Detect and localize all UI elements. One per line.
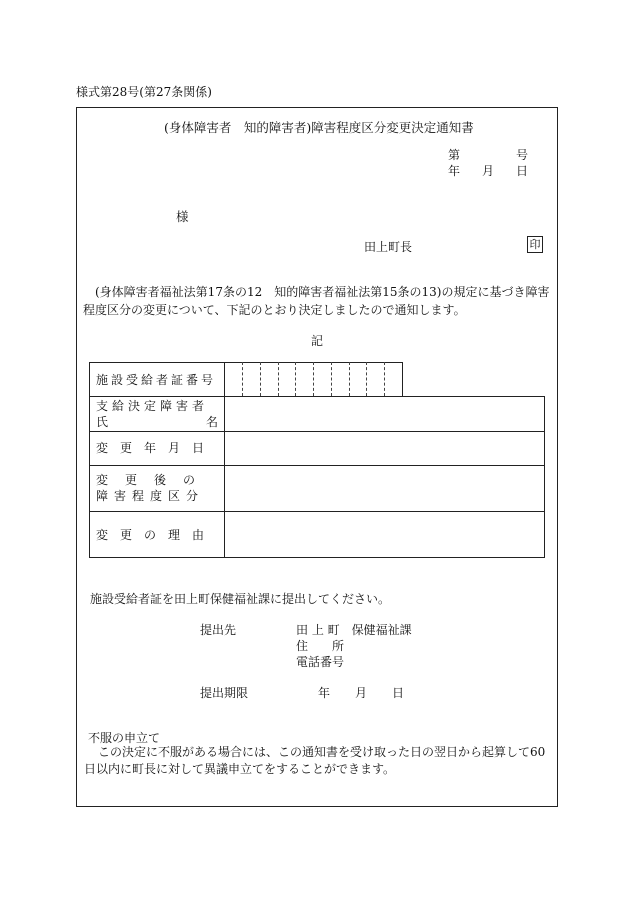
addressee-suffix: 様 — [176, 209, 189, 224]
deadline-day: 日 — [392, 686, 405, 700]
document-title: (身体障害者 知的障害者)障害程度区分変更決定通知書 — [164, 120, 474, 135]
table-row-divider — [89, 431, 545, 432]
date-day: 日 — [516, 164, 529, 178]
recipient-label-mei: 名 — [205, 415, 218, 429]
destination-tel: 電話番号 — [296, 655, 345, 669]
destination-org: 田 上 町 保健福祉課 — [296, 623, 412, 637]
after-change-label-line2: 障害程度区分 — [96, 489, 205, 503]
appeal-heading: 不服の申立て — [88, 731, 161, 745]
destination-label: 提出先 — [200, 623, 237, 637]
after-change-label-line1: 変更後の — [96, 473, 213, 487]
appeal-text: この決定に不服がある場合には、この通知書を受け取った日の翌日から起算して60日以内に町長に対して異議申立てをすることができます。 — [84, 745, 546, 776]
digit-separator — [242, 362, 243, 396]
issuer-name: 田上町長 — [364, 240, 413, 254]
deadline-month: 月 — [355, 686, 368, 700]
number-go: 号 — [516, 148, 529, 162]
table-row-divider — [89, 465, 545, 466]
digit-separator — [331, 362, 332, 396]
deadline-label: 提出期限 — [200, 686, 249, 700]
digit-separator — [260, 362, 261, 396]
date-year: 年 — [448, 164, 461, 178]
certificate-number-label: 施設受給者証番号 — [96, 373, 217, 387]
recipient-label-shi: 氏 — [96, 415, 109, 429]
change-date-label: 変更年月日 — [96, 441, 217, 455]
table-column-divider — [224, 362, 225, 558]
digit-separator — [278, 362, 279, 396]
digit-separator — [384, 362, 385, 396]
digit-separator — [366, 362, 367, 396]
digit-separator — [295, 362, 296, 396]
digit-separator — [349, 362, 350, 396]
recipient-label-line1: 支給決定障害者 — [96, 399, 209, 413]
ki-heading: 記 — [311, 334, 324, 348]
form-number-label: 様式第28号(第27条関係) — [76, 85, 212, 99]
notice-body-text: (身体障害者福祉法第17条の12 知的障害者福祉法第15条の13)の規定に基づき障害程度区分の変更について、下記のとおり決定しましたので通知します。 — [83, 285, 550, 317]
change-reason-label: 変更の理由 — [96, 528, 217, 542]
recipient-label-line2 — [96, 414, 218, 430]
number-dai: 第 — [448, 148, 461, 162]
table-row-divider — [89, 511, 545, 512]
digit-separator — [313, 362, 314, 396]
submit-instruction: 施設受給者証を田上町保健福祉課に提出してください。 — [90, 592, 391, 606]
seal-mark: 印 — [527, 236, 543, 253]
date-month: 月 — [482, 164, 495, 178]
destination-address: 住 所 — [296, 639, 345, 653]
deadline-year: 年 — [318, 686, 331, 700]
